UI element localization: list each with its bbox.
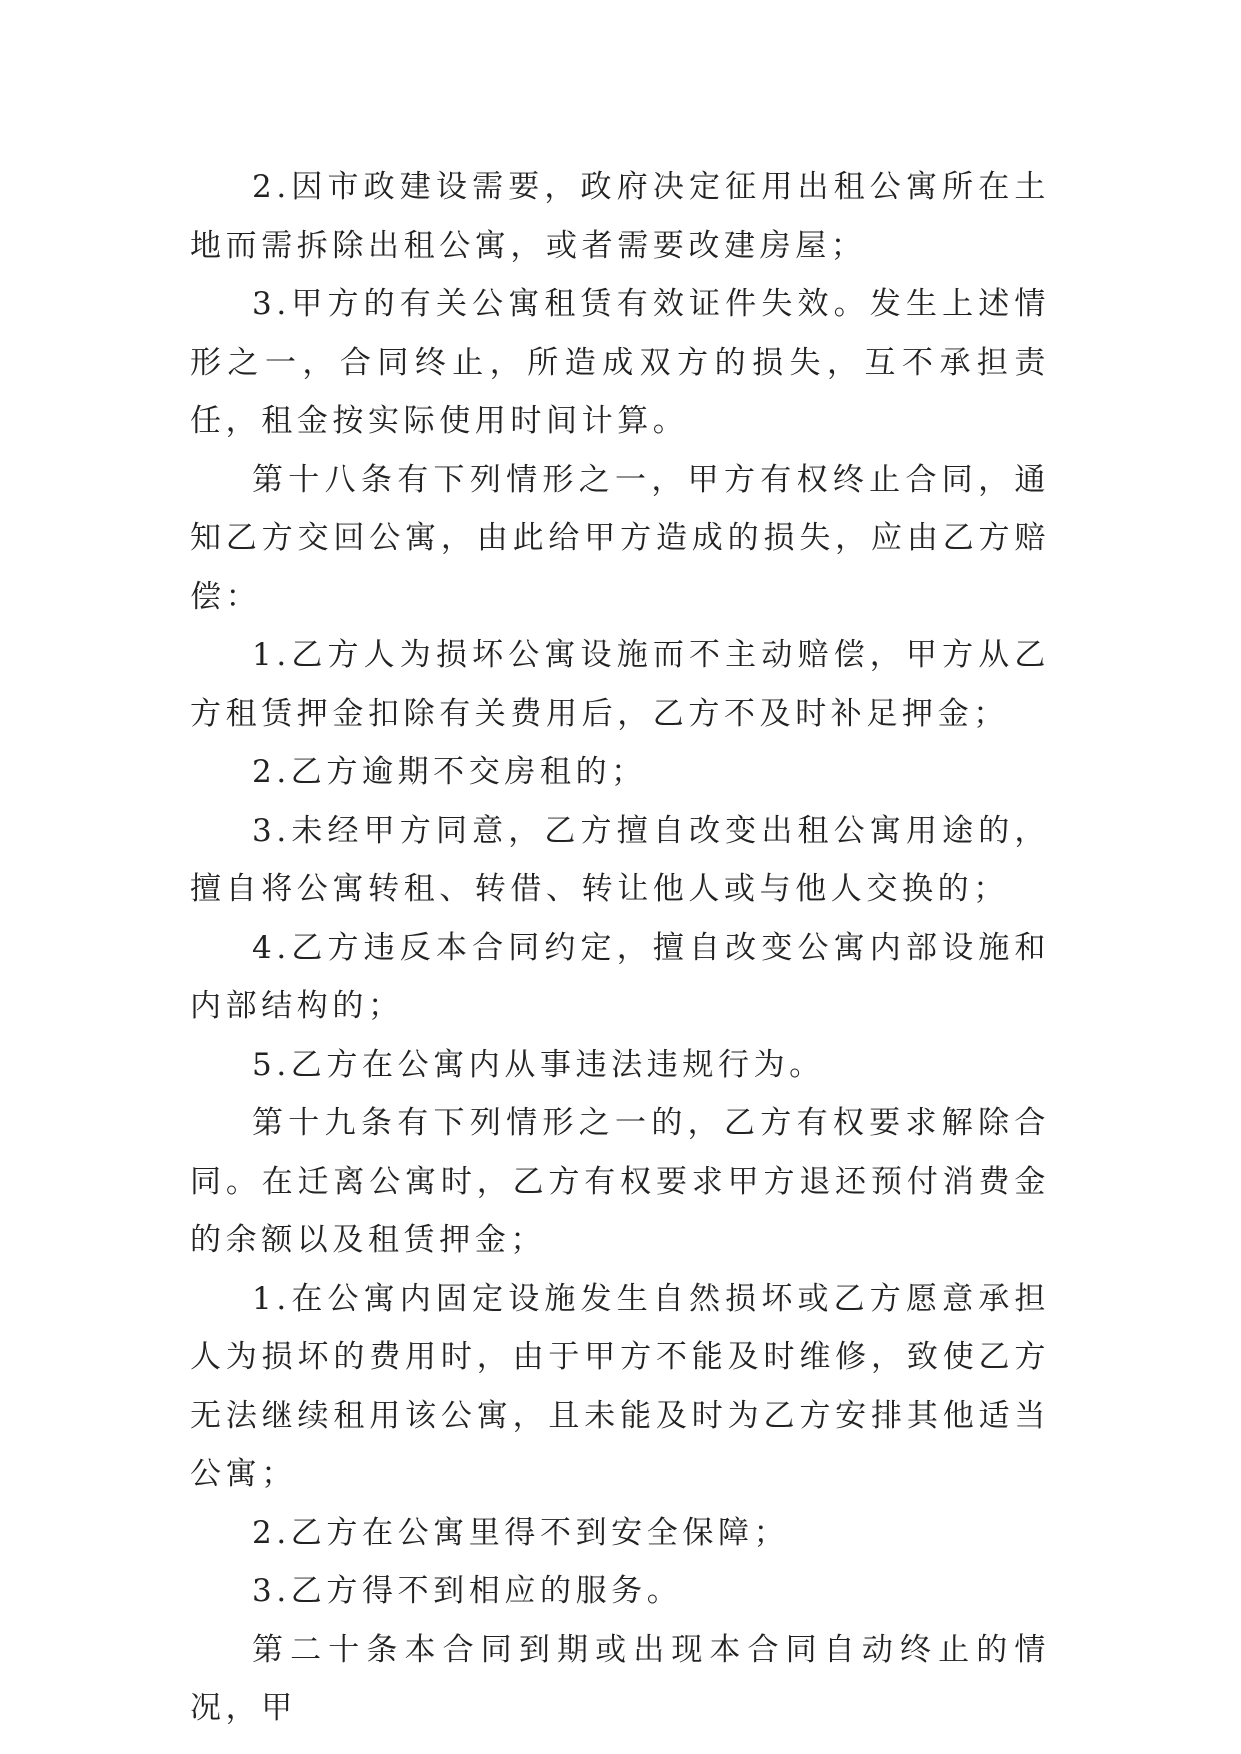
paragraph-article-18-item-4: 4.乙方违反本合同约定，擅自改变公寓内部设施和内部结构的； [190,929,1050,1024]
paragraph-clause-3: 3.甲方的有关公寓租赁有效证件失效。发生上述情形之一，合同终止，所造成双方的损失，互不承担责任，租金按实际使用时间计算。 [190,286,1050,439]
paragraph-article-18-item-3: 3.未经甲方同意，乙方擅自改变出租公寓用途的，擅自将公寓转租、转借、转让他人或与他人交换的； [190,812,1050,907]
paragraph-article-18-item-1: 1.乙方人为损坏公寓设施而不主动赔偿，甲方从乙方租赁押金扣除有关费用后，乙方不及时补足押金； [190,637,1050,732]
document-page [190,158,1050,1738]
paragraph-article-20: 第二十条本合同到期或出现本合同自动终止的情况，甲 [190,1631,1050,1726]
paragraph-article-19-item-2: 2.乙方在公寓里得不到安全保障； [252,1514,790,1551]
paragraph-article-19-item-1: 1.在公寓内固定设施发生自然损坏或乙方愿意承担人为损坏的费用时，由于甲方不能及时维修，致使乙方无法继续租用该公寓，且未能及时为乙方安排其他适当公寓； [190,1280,1050,1492]
paragraph-clause-2: 2.因市政建设需要，政府决定征用出租公寓所在土地而需拆除出租公寓，或者需要改建房屋； [190,169,1050,264]
paragraph-article-18-item-5: 5.乙方在公寓内从事违法违规行为。 [252,1046,825,1083]
paragraph-article-18-item-2: 2.乙方逾期不交房租的； [252,754,647,790]
paragraph-article-19-item-3: 3.乙方得不到相应的服务。 [252,1573,683,1609]
paragraph-article-19: 第十九条有下列情形之一的，乙方有权要求解除合同。在迁离公寓时，乙方有权要求甲方退还预付消费金的余额以及租赁押金； [190,1105,1050,1258]
paragraph-article-18: 第十八条有下列情形之一，甲方有权终止合同，通知乙方交回公寓，由此给甲方造成的损失，应由乙方赔偿： [190,461,1050,615]
